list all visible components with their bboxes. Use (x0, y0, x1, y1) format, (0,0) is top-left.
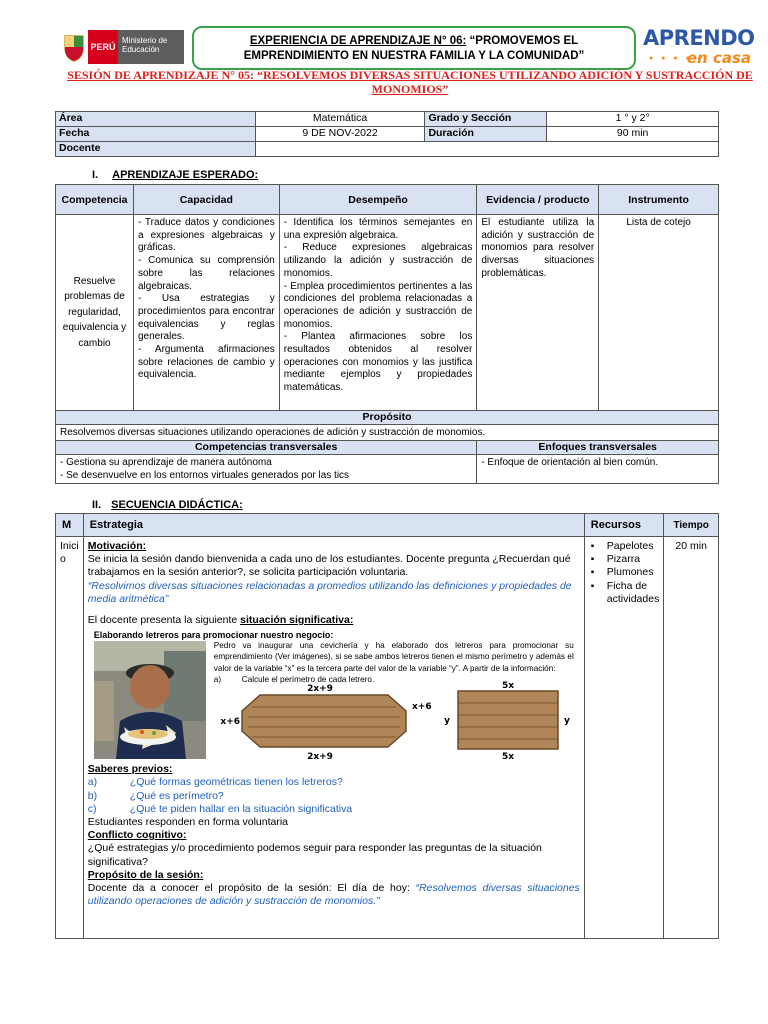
answer-text: Estudiantes responden en forma voluntaria (87, 816, 289, 829)
competencies-table (55, 184, 719, 484)
date-value: 9 DE NOV-2022 (255, 127, 425, 142)
section-2-title (92, 499, 243, 511)
experience-title: “PROMOVEMOS EL EMPRENDIMIENTO EN NUESTRA FAMILIA Y LA COMUNIDAD” (243, 35, 585, 62)
sign1-left-label: x+6 (220, 717, 240, 728)
header-time: Tiempo (664, 514, 719, 537)
situation-box-body: Pedro va inaugurar una cevichería y ha elaborado dos letreros para promocionar su emprendimiento (Ver imágenes), si se sabe ambos letreros tienen el mismo perímetro y además el valor de la variable “x” es la tercera parte del valor de la variable “y”. A partir de la información: (213, 641, 574, 673)
sign-octagon (242, 695, 406, 747)
header-evidence: Evidencia / producto (477, 185, 599, 215)
duration-value: 90 min (547, 127, 719, 142)
evidence-cell: El estudiante utiliza la adición y sustracción de monomios para resolver diversas situaciones problemáticas. (477, 215, 599, 411)
motivation-label: Motivación: (87, 540, 147, 552)
transversal-item: - Gestiona su aprendizaje de manera autónoma (60, 457, 272, 468)
resource-item: ▪ Plumones (589, 566, 660, 579)
didactic-sequence-table (55, 513, 719, 939)
sign2-bottom-label: 5x (501, 752, 514, 762)
grade-value: 1 ° y 2° (547, 112, 719, 127)
question-text: ¿Qué es perímetro? (129, 789, 224, 802)
ministry-label: Ministerio de Educación (118, 30, 184, 64)
time-cell: 20 min (664, 537, 719, 939)
purpose-text: Resolvemos diversas situaciones utilizando operaciones de adición y sustracción de monomios. (56, 425, 719, 441)
teacher-label: Docente (56, 142, 256, 157)
duration-label: Duración (425, 127, 547, 142)
performance-item: - Reduce expresiones algebraicas utilizando la adición y sustracción de monomios. (283, 242, 473, 279)
instrument-cell: Lista de cotejo (599, 215, 719, 411)
question-item (88, 790, 580, 803)
situation-box-text (214, 640, 574, 685)
transversal-competences-band: Competencias transversales (56, 441, 477, 455)
sign1-top-label: 2x+9 (306, 684, 333, 695)
capacity-item: - Argumenta afirmaciones sobre relaciones de cambio y equivalencia. (137, 344, 275, 381)
sign1-bottom-label: 2x+9 (306, 752, 333, 762)
situation-item-text: Calcule el perímetro de cada letrero. (241, 674, 375, 684)
capacity-item: - Comunica su comprensión sobre las relaciones algebraicas. (137, 255, 275, 292)
section-1-label: APRENDIZAJE ESPERADO: (112, 169, 259, 181)
experience-title-box (192, 26, 636, 70)
resource-item: ▪ Ficha de actividades (589, 580, 660, 606)
moment-cell: Inicio (56, 537, 84, 939)
situation-item-number: a) (213, 674, 222, 684)
session-title: SESIÓN DE APRENDIZAJE N° 05: “RESOLVEMOS DIVERSAS SITUACIONES UTILIZANDO ADICIÓN Y SUSTRACCIÓN DE MONOMIOS” (67, 68, 753, 96)
transversal-item: - Se desenvuelve en los entornos virtuales generados por las tics (60, 470, 350, 481)
question-number: c) (87, 802, 97, 815)
header-resources: Recursos (584, 514, 664, 537)
ministry-logo (60, 30, 184, 64)
brand-top: APRENDO (643, 26, 755, 50)
header-capacity: Capacidad (133, 185, 279, 215)
sign1-right-label: x+6 (411, 702, 432, 713)
sign2-right-label: y (563, 716, 570, 727)
brand-bottom: en casa (686, 49, 751, 67)
sign2-left-label: y (443, 716, 450, 727)
resources-list (589, 540, 660, 606)
transversal-approaches-band: Enfoques transversales (477, 441, 719, 455)
question-item (88, 776, 580, 789)
situation-box-title: Elaborando letreros para promocionar nuestro negocio: (93, 630, 334, 641)
performance-cell (279, 215, 477, 411)
session-purpose-text: Docente da a conocer el propósito de la sesión: El día de hoy: (87, 882, 416, 895)
peru-shield-icon (60, 30, 88, 64)
performance-item: - Emplea procedimientos pertinentes a las condiciones del problema relacionadas a operaciones de adición y sustracción de monomios. (283, 280, 473, 330)
performance-item: - Identifica los términos semejantes en una expresión algebraica. (283, 217, 473, 241)
signs-diagram (208, 681, 580, 761)
session-purpose-quote: “Resolvemos diversas situaciones utilizando operaciones de adición y sustracción de monomios.” (87, 882, 580, 908)
peru-label: PERÚ (88, 30, 118, 64)
resource-item: ▪ Papelotes (589, 540, 660, 553)
session-purpose (88, 882, 580, 908)
area-label: Área (56, 112, 256, 127)
header-moment: M (56, 514, 84, 537)
sign2-top-label: 5x (501, 681, 514, 692)
situation-box (88, 629, 580, 761)
motivation-quote: “Resolvimos diversas situaciones relacionadas a promedios utilizando las definiciones y propiedades de media aritmética” (87, 579, 572, 605)
grade-label: Grado y Sección (425, 112, 547, 127)
section-2-label: SECUENCIA DIDÁCTICA: (111, 499, 243, 511)
question-item (88, 803, 580, 816)
session-purpose-label: Propósito de la sesión: (87, 868, 204, 881)
teacher-value (255, 142, 718, 157)
prior-knowledge-label: Saberes previos: (87, 763, 173, 776)
competence-cell: Resuelve problemas de regularidad, equivalencia y cambio (56, 215, 134, 411)
question-number: b) (87, 789, 98, 802)
aprendo-en-casa-logo (643, 26, 755, 70)
date-label: Fecha (56, 127, 256, 142)
capacity-item: - Traduce datos y condiciones a expresiones algebraicas y gráficas. (137, 217, 275, 254)
question-text: ¿Qué te piden hallar en la situación significativa (129, 802, 353, 815)
question-text: ¿Qué formas geométricas tienen los letreros? (129, 776, 343, 789)
header-competence: Competencia (56, 185, 134, 215)
conflict-label: Conflicto cognitivo: (87, 829, 187, 842)
header-performance: Desempeño (279, 185, 477, 215)
man-with-ceviche-photo (94, 641, 206, 759)
resource-item: ▪ Pizarra (589, 553, 660, 566)
conflict-text: ¿Qué estrategias y/o procedimiento podemos seguir para responder las preguntas de la situación significativa? (87, 842, 542, 868)
brand-dots-icon: ● ● ● ● (649, 55, 693, 62)
purpose-band: Propósito (56, 411, 719, 425)
question-number: a) (87, 776, 98, 789)
section-1-number: I. (92, 169, 99, 181)
experience-prefix: EXPERIENCIA DE APRENDIZAJE N° 06: (249, 35, 467, 47)
strategy-cell (83, 537, 584, 939)
header-strategy: Estrategia (83, 514, 584, 537)
performance-item: - Plantea afirmaciones sobre los resultados obtenidos al resolver operaciones con monomios y las justifica mediante ejemplos y propiedades matemáticas. (283, 331, 473, 394)
section-1-title (92, 169, 258, 181)
situation-label: situación significativa: (240, 614, 354, 627)
sign-rectangle (458, 691, 558, 749)
section-2-number: II. (92, 499, 102, 511)
situation-intro (88, 614, 580, 627)
general-info-table (55, 111, 719, 157)
situation-intro-text: El docente presenta la siguiente (87, 614, 241, 627)
capacity-item: - Usa estrategias y procedimientos para encontrar equivalencias y reglas generales. (137, 293, 275, 343)
resources-cell (584, 537, 664, 939)
document-header (60, 22, 760, 72)
transversal-competences-cell (56, 455, 477, 484)
motivation-text: Se inicia la sesión dando bienvenida a cada uno de los estudiantes. Docente pregunta ¿Recuerdan qué trabajamos en la sesión anterior?, se solicita participación voluntaria. (87, 553, 571, 579)
transversal-approach-cell: - Enfoque de orientación al bien común. (477, 455, 719, 484)
header-instrument: Instrumento (599, 185, 719, 215)
capacity-cell (133, 215, 279, 411)
area-value: Matemática (255, 112, 425, 127)
